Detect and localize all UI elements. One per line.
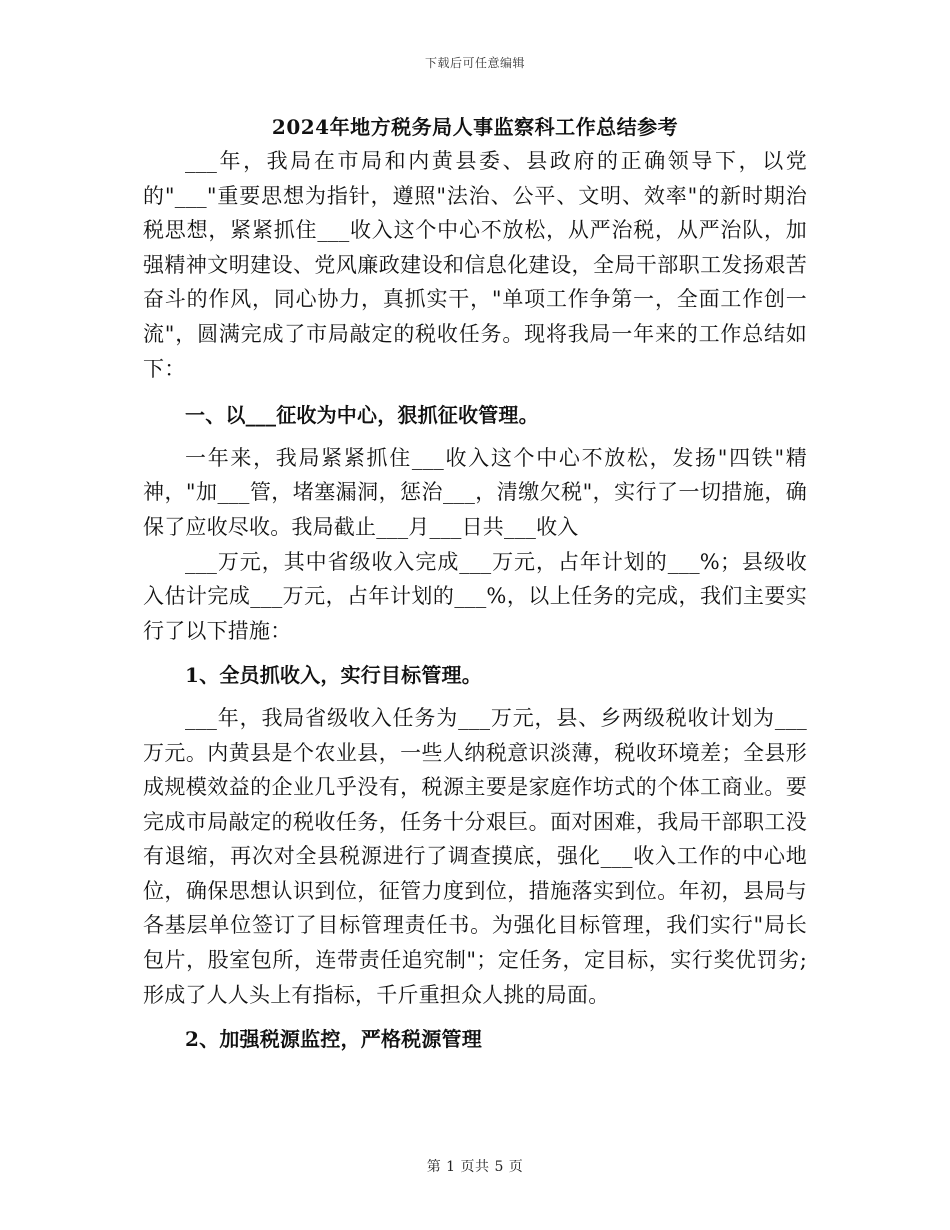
- subsection-heading-1: 1、全员抓收入，实行目标管理。: [185, 663, 482, 688]
- subsection-1-paragraph: ___年，我局省级收入任务为___万元，县、乡两级税收计划为___万元。内黄县是个农业县，一些人纳税意识淡薄，税收环境差；全县形成规模效益的企业几乎没有，税源主要是家庭作坊式的个体工商业。要完成市局敲定的税收任务，任务十分艰巨。面对困难，我局干部职工没有退缩，再次对全县税源进行了调查摸底，强化___收入工作的中心地位，确保思想认识到位，征管力度到位，措施落实到位。年初，县局与各基层单位签订了目标管理责任书。为强化目标管理，我们实行"局长包片，股室包所，连带责任追究制"；定任务，定目标，实行奖优罚劣;形成了人人头上有指标，千斤重担众人挑的局面。: [143, 705, 807, 1007]
- section-1-paragraph-2: ___万元，其中省级收入完成___万元，占年计划的___%；县级收入估计完成___万元，占年计划的___%，以上任务的完成，我们主要实行了以下措施：: [143, 549, 807, 643]
- document-body: [143, 112, 807, 1065]
- section-1-paragraph-1: 一年来，我局紧紧抓住___收入这个中心不放松，发扬"四铁"精神，"加___管，堵塞漏洞，惩治___，清缴欠税"，实行了一切措施，确保了应收尽收。我局截止___月___日共___收入: [143, 445, 807, 539]
- subsection-heading-2: 2、加强税源监控，严格税源管理: [185, 1027, 482, 1052]
- header-note: 下载后可任意编辑: [424, 56, 525, 70]
- document-title: 2024年地方税务局人事监察科工作总结参考: [271, 115, 679, 139]
- intro-paragraph: ___年，我局在市局和内黄县委、县政府的正确领导下，以党的"___"重要思想为指针，遵照"法治、公平、文明、效率"的新时期治税思想，紧紧抓住___收入这个中心不放松，从严治税，从严治队，加强精神文明建设、党风廉政建设和信息化建设，全局干部职工发扬艰苦奋斗的作风，同心协力，真抓实干，"单项工作争第一，全面工作创一流"，圆满完成了市局敲定的税收任务。现将我局一年来的工作总结如下：: [143, 149, 807, 381]
- page-footer: 第 1 页共 5 页: [426, 1159, 524, 1175]
- section-heading-1: 一、以___征收为中心，狠抓征收管理。: [185, 403, 539, 428]
